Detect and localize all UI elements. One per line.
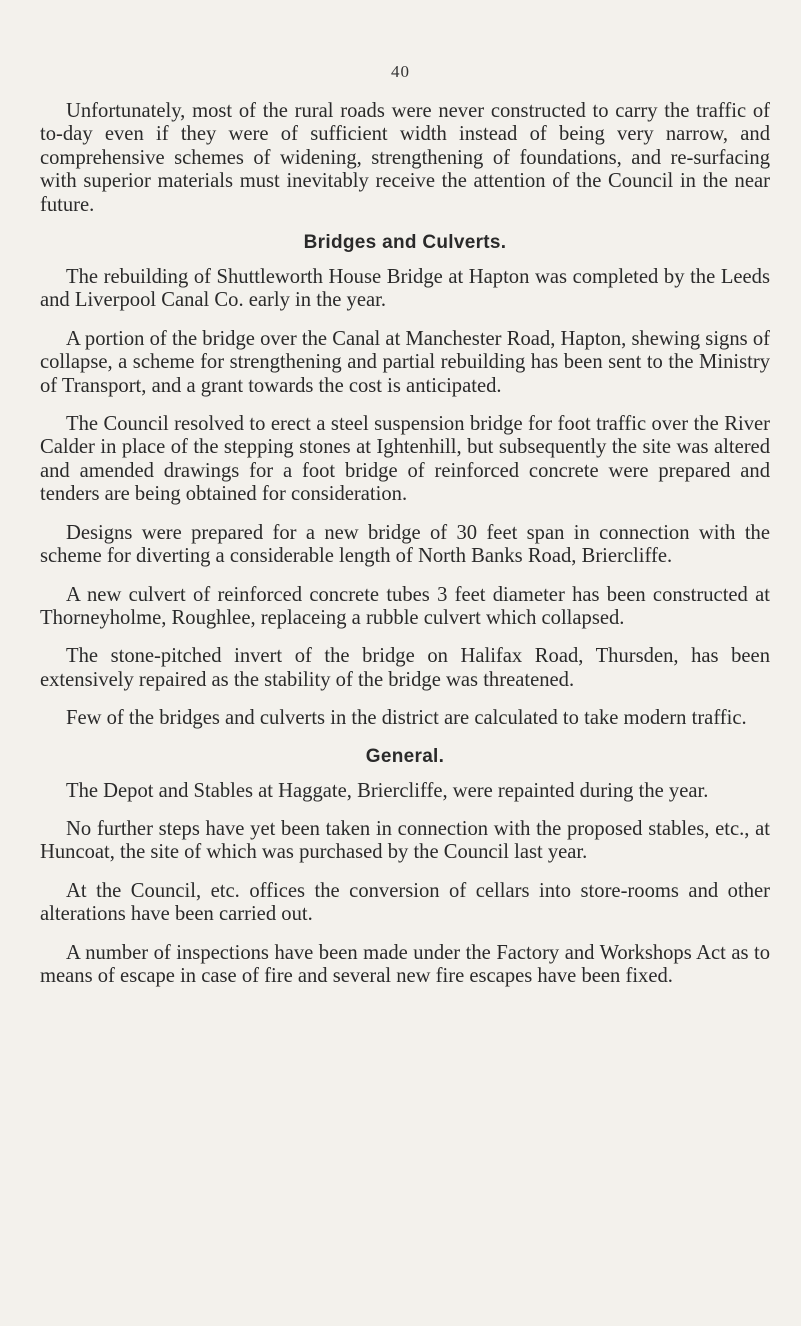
paragraph: The Council resolved to erect a steel suspension bridge for foot traffic over the River Calder in place of the stepping stones at Ightenhill, but subsequently the site was altered and amended drawings for a foot bridge of reinforced concrete were prepared and tenders are being obtained for consideration. (40, 413, 770, 506)
page-number: 40 (391, 62, 410, 81)
paragraph: A portion of the bridge over the Canal at Manchester Road, Hapton, shewing signs of collapse, a scheme for strengthening and partial rebuilding has been sent to the Ministry of Transport, and a grant towards the cost is anticipated. (40, 327, 770, 397)
document-body (40, 100, 770, 1003)
section-heading-bridges: Bridges and Culverts. (303, 232, 507, 254)
paragraph: A new culvert of reinforced concrete tubes 3 feet diameter has been constructed at Thorneyholme, Roughlee, replaceing a rubble culvert which collapsed. (40, 583, 770, 629)
paragraph: Designs were prepared for a new bridge of 30 feet span in connection with the scheme for diverting a considerable length of North Banks Road, Briercliffe. (40, 521, 770, 568)
paragraph: At the Council, etc. offices the conversion of cellars into store-rooms and other alterations have been carried out. (40, 879, 770, 926)
intro-paragraph: Unfortunately, most of the rural roads were never constructed to carry the traffic of to-day even if they were of sufficient width instead of being very narrow, and comprehensive schemes of widening, strengthening of foundations, and re-surfacing with superior materials must inevitably receive the attention of the Council in the near future. (40, 100, 770, 216)
paragraph: Few of the bridges and culverts in the district are calculated to take modern traffic. (66, 707, 747, 730)
paragraph: No further steps have yet been taken in connection with the proposed stables, etc., at Huncoat, the site of which was purchased by the Council last year. (40, 817, 770, 864)
paragraph: The rebuilding of Shuttleworth House Bridge at Hapton was completed by the Leeds and Liverpool Canal Co. early in the year. (40, 266, 770, 312)
paragraph: The stone-pitched invert of the bridge on Halifax Road, Thursden, has been extensively repaired as the stability of the bridge was threatened. (40, 645, 770, 691)
paragraph: A number of inspections have been made under the Factory and Workshops Act as to means of escape in case of fire and several new fire escapes have been fixed. (40, 941, 770, 987)
paragraph: The Depot and Stables at Haggate, Briercliffe, were repainted during the year. (66, 779, 709, 802)
section-heading-general: General. (365, 745, 445, 767)
